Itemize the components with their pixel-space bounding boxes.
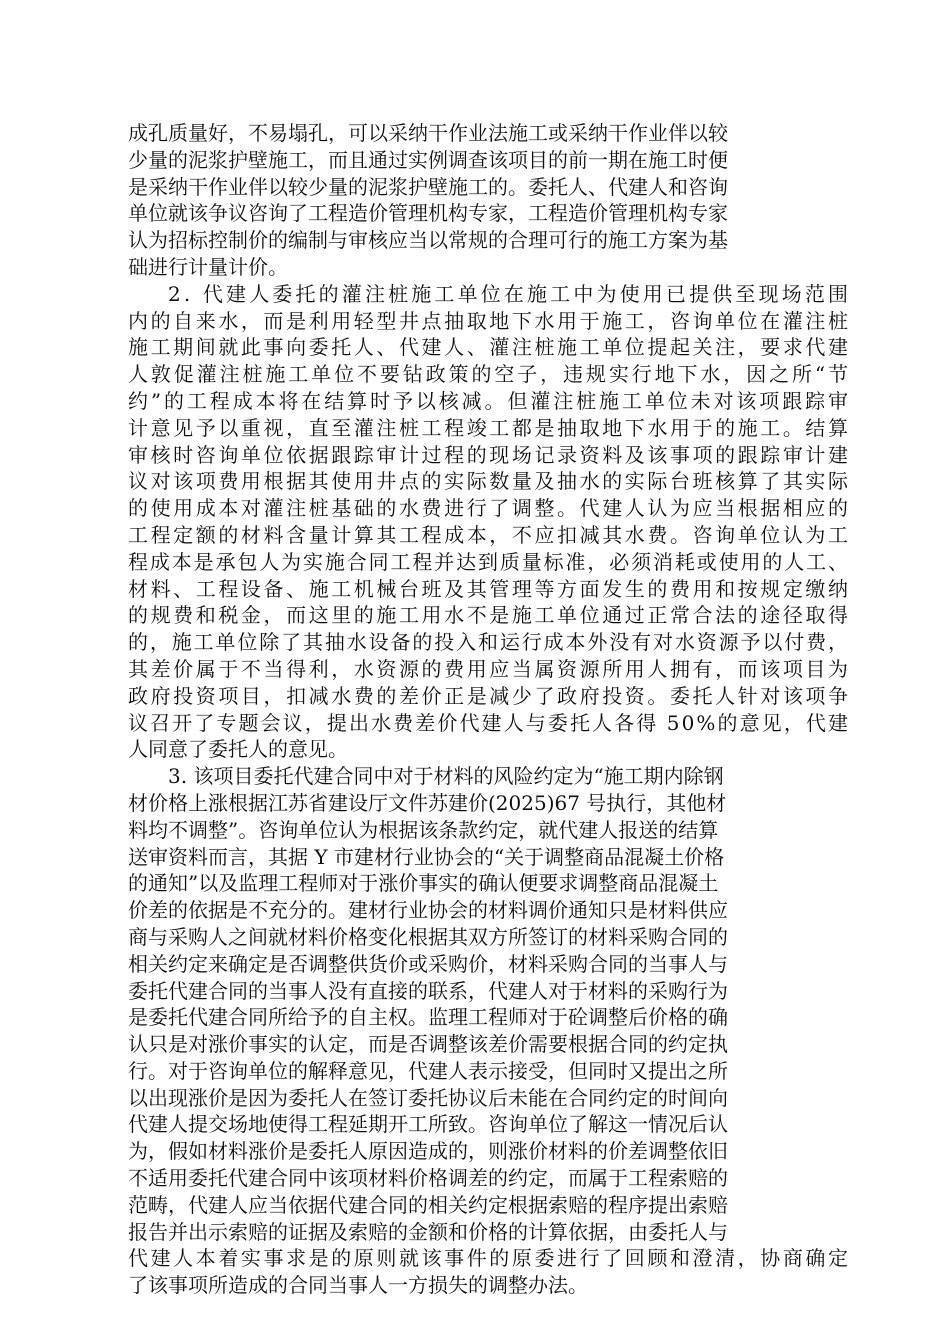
text-line: 材价格上涨根据江苏省建设厅文件苏建价(2025)67 号执行，其他材 [128, 790, 727, 815]
text-line: 的通知”以及监理工程师对于涨价事实的确认便要求调整商品混凝土 [128, 871, 719, 896]
text-line: 工程定额的材料含量计算其工程成本，不应扣减其水费。咨询单位认为工 [128, 522, 851, 547]
text-line: 是委托代建合同所给予的自主权。监理工程师对于砼调整后价格的确 [128, 1005, 728, 1030]
text-line: 单位就该争议咨询了工程造价管理机构专家，工程造价管理机构专家 [128, 201, 728, 226]
text-line: 范畴，代建人应当依据代建合同的相关约定根据索赔的程序提出索赔 [128, 1192, 728, 1217]
text-line: 为，假如材料涨价是委托人原因造成的，则涨价材料的价差调整依旧 [128, 1139, 728, 1164]
text-line: 认只是对涨价事实的认定，而是否调整该差价需要根据合同的约定执 [128, 1032, 728, 1057]
text-line: 料均不调整”。咨询单位认为根据该条款约定，就代建人报送的结算 [128, 817, 719, 842]
text-line: 3. 该项目委托代建合同中对于材料的风险约定为“施工期内除钢 [168, 764, 724, 789]
text-line: 报告并出示索赔的证据及索赔的金额和价格的计算依据，由委托人与 [128, 1219, 728, 1244]
text-line: 础进行计量计价。 [128, 254, 288, 279]
text-line: 送审资料而言，其据 Y 市建材行业协会的“关于调整商品混凝土价格 [128, 844, 725, 869]
text-line: 代建人本着实事求是的原则就该事件的原委进行了回顾和澄清，协商确定 [128, 1246, 851, 1271]
text-line: 代建人提交场地使得工程延期开工所致。咨询单位了解这一情况后认 [128, 1112, 728, 1137]
text-line: 相关约定来确定是否调整供货价或采购价，材料采购合同的当事人与 [128, 951, 728, 976]
text-line: 政府投资项目，扣减水费的差价正是减少了政府投资。委托人针对该项争 [128, 683, 851, 708]
text-line: 2. 代建人委托的灌注桩施工单位在施工中为使用已提供至现场范围 [168, 281, 852, 306]
text-line: 人敦促灌注桩施工单位不要钻政策的空子，违规实行地下水，因之所“节 [128, 362, 851, 387]
text-line: 是采纳干作业伴以较少量的泥浆护壁施工的。委托人、代建人和咨询 [128, 174, 728, 199]
text-line: 审核时咨询单位依据跟踪审计过程的现场记录资料及该事项的跟踪审计建 [128, 442, 851, 467]
text-line: 成孔质量好，不易塌孔，可以采纳干作业法施工或采纳干作业伴以较 [128, 121, 728, 145]
text-line: 议召开了专题会议，提出水费差价代建人与委托人各得 50%的意见，代建 [128, 710, 851, 735]
text-line: 的使用成本对灌注桩基础的水费进行了调整。代建人认为应当根据相应的 [128, 496, 851, 521]
text-line: 委托代建合同的当事人没有直接的联系，代建人对于材料的采购行为 [128, 978, 728, 1003]
text-line: 材料、工程设备、施工机械台班及其管理等方面发生的费用和按规定缴纳 [128, 576, 851, 601]
text-line: 的规费和税金，而这里的施工用水不是施工单位通过正常合法的途径取得 [128, 603, 851, 628]
text-line: 议对该项费用根据其使用井点的实际数量及抽水的实际台班核算了其实际 [128, 469, 851, 494]
text-line: 其差价属于不当得利，水资源的费用应当属资源所用人拥有，而该项目为 [128, 656, 851, 681]
text-line: 施工期间就此事向委托人、代建人、灌注桩施工单位提起关注，要求代建 [128, 335, 851, 360]
text-line: 价差的依据是不充分的。建材行业协会的材料调价通知只是材料供应 [128, 898, 728, 923]
text-line: 少量的泥浆护壁施工，而且通过实例调查该项目的前一期在施工时便 [128, 147, 728, 172]
text-line: 约”的工程成本将在结算时予以核减。但灌注桩施工单位未对该项跟踪审 [128, 388, 851, 413]
text-line: 行。对于咨询单位的解释意见，代建人表示接受，但同时又提出之所 [128, 1058, 728, 1083]
text-line: 认为招标控制价的编制与审核应当以常规的合理可行的施工方案为基 [128, 228, 728, 253]
text-line: 人同意了委托人的意见。 [128, 737, 348, 762]
body-text [128, 120, 852, 1299]
text-line: 内的自来水，而是利用轻型井点抽取地下水用于施工，咨询单位在灌注桩 [128, 308, 851, 333]
text-line: 不适用委托代建合同中该项材料价格调差的约定，而属于工程索赔的 [128, 1166, 728, 1191]
text-line: 程成本是承包人为实施合同工程并达到质量标准，必须消耗或使用的人工、 [128, 549, 850, 574]
text-line: 计意见予以重视，直至灌注桩工程竣工都是抽取地下水用于的施工。结算 [128, 415, 851, 440]
text-line: 商与采购人之间就材料价格变化根据其双方所签订的材料采购合同的 [128, 924, 728, 949]
text-line: 以出现涨价是因为委托人在签订委托协议后未能在合同约定的时间向 [128, 1085, 728, 1110]
text-line: 了该事项所造成的合同当事人一方损失的调整办法。 [128, 1273, 588, 1298]
text-line: 的，施工单位除了其抽水设备的投入和运行成本外没有对水资源予以付费， [128, 630, 850, 655]
